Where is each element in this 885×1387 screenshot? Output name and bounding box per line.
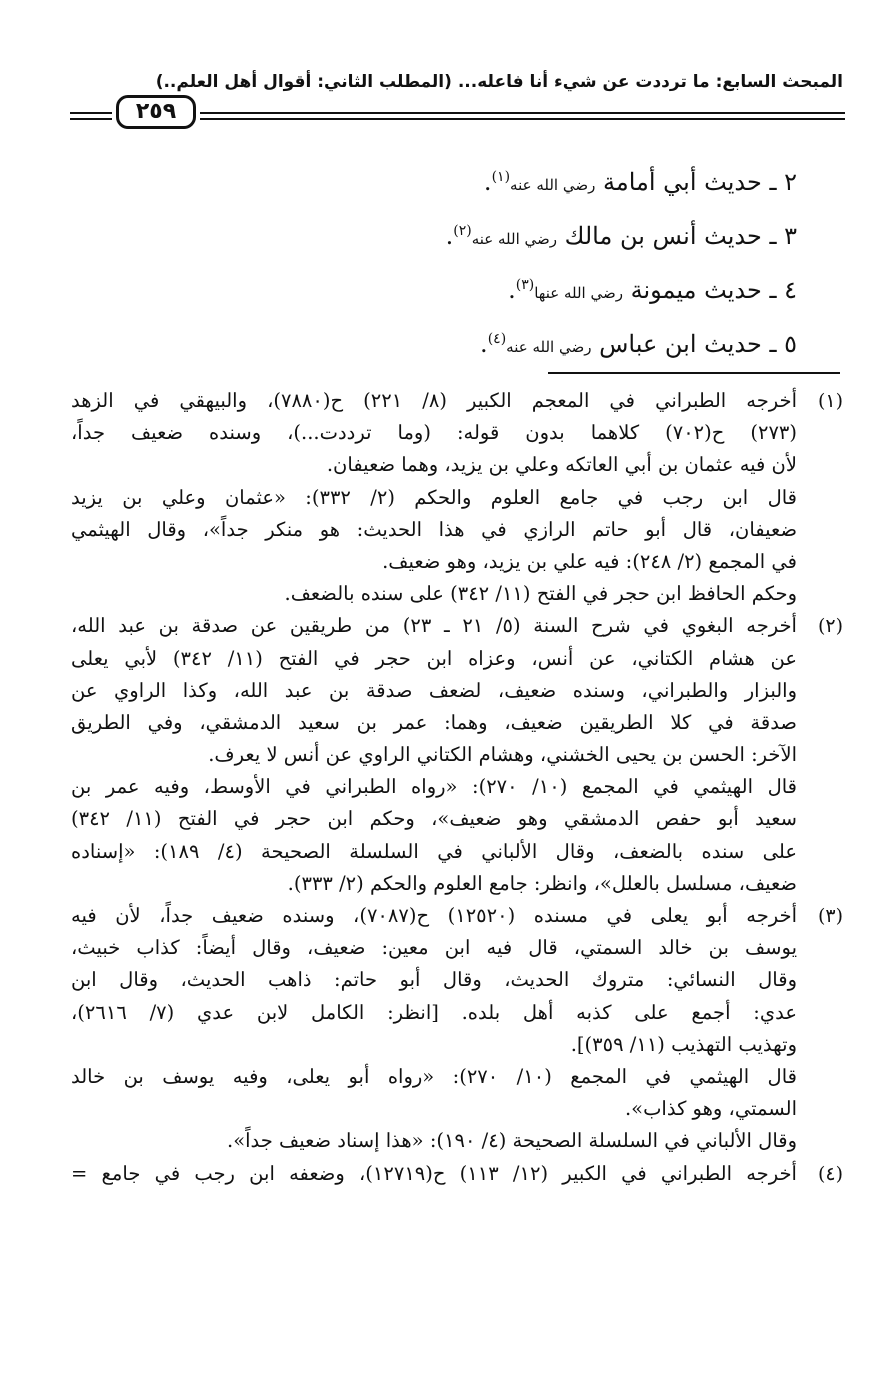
footnote-line: أخرجه البغوي في شرح السنة (٥/ ٢١ ـ ٢٣) من طريقين عن صدقة بن عبد الله،	[71, 614, 797, 638]
footnote-reference: (١)	[491, 169, 511, 185]
header-rule-left	[70, 112, 112, 120]
footnote-line: في المجمع (٢/ ٢٤٨): فيه علي بن يزيد، وهو ضعيف.	[382, 549, 797, 573]
footnote-line: قال ابن رجب في جامع العلوم والحكم (٢/ ٣٣٢): «عثمان وعلي بن يزيد	[71, 485, 797, 509]
hadith-title: ٤ ـ حديث ميمونة	[630, 276, 797, 304]
hadith-list-item: ٣ ـ حديث أنس بن مالك رضي الله عنه$^{(٢)}$.	[445, 222, 797, 250]
hadith-list-item: ٢ ـ حديث أبي أمامة رضي الله عنه$^{(١)}$.	[483, 168, 797, 196]
hadith-list-item: ٥ ـ حديث ابن عباس رضي الله عنه$^{(٤)}$.	[480, 330, 797, 358]
footnotes	[71, 385, 843, 1190]
footnote-line: قال الهيثمي في المجمع (١٠/ ٢٧٠): «رواه الطبراني في الأوسط، وفيه عمر بن	[71, 775, 797, 799]
footnote-mark: (٢)	[817, 615, 843, 638]
footnote-line: عن هشام الكتاني، عن أنس، وعزاه ابن حجر في الفتح (١١/ ٣٤٢) لأبي يعلى	[71, 646, 797, 670]
honorific: رضي الله عنه	[471, 230, 557, 248]
page-number: ٢٥٩	[116, 95, 196, 129]
footnote-line: أخرجه الطبراني في الكبير (١٢/ ١١٣) ح(١٢٧١٩)، وضعفه ابن رجب في جامع =	[71, 1161, 797, 1185]
footnote-line: الآخر: الحسن بن يحيى الخشني، وهشام الكتاني الراوي عن أنس لا يعرف.	[208, 743, 797, 767]
footnote-line: السمتي، وهو كذاب».	[624, 1097, 797, 1121]
hadith-list	[297, 150, 797, 366]
footnote-separator	[548, 372, 840, 374]
hadith-title: ٣ ـ حديث أنس بن مالك	[564, 222, 797, 250]
honorific: رضي الله عنه	[510, 176, 596, 194]
footnote-line: على سنده بالضعف، وقال الألباني في السلسلة الصحيحة (٤/ ١٨٩): «إسناده	[71, 839, 797, 863]
footnote-line: (٢٧٣) ح(٧٠٢) كلاهما بدون قوله: (وما ترددت...)، وسنده ضعيف جداً،	[71, 421, 797, 445]
footnote-3	[71, 900, 843, 1158]
footnote-line: ضعيفان، قال أبو حاتم الرازي في هذا الحديث: هو منكر جداً»، وقال الهيثمي	[71, 517, 797, 541]
footnote-body	[71, 385, 797, 610]
footnote-line: يوسف بن خالد السمتي، قال فيه ابن معين: ضعيف، وقال أيضاً: كذاب خبيث،	[71, 936, 797, 960]
footnote-line: سعيد أبو حفص الدمشقي وهو ضعيف»، وحكم ابن حجر في الفتح (١١/ ٣٤٢)	[71, 807, 797, 831]
footnote-1	[71, 385, 843, 610]
honorific: رضي الله عنها	[534, 284, 623, 302]
footnote-2	[71, 610, 843, 900]
footnote-reference: (٤)	[487, 331, 507, 347]
hadith-title: ٢ ـ حديث أبي أمامة	[602, 168, 797, 196]
footnote-4	[71, 1158, 843, 1190]
footnote-mark: (١)	[817, 390, 843, 412]
footnote-reference: (٢)	[453, 223, 472, 239]
footnote-mark: (٣)	[817, 905, 843, 927]
footnote-mark: (٤)	[817, 1162, 843, 1185]
footnote-line: وحكم الحافظ ابن حجر في الفتح (١١/ ٣٤٢) على سنده بالضعف.	[284, 582, 797, 606]
footnote-body	[71, 610, 797, 900]
footnote-reference: (٣)	[515, 277, 535, 293]
footnote-line: وقال الألباني في السلسلة الصحيحة (٤/ ١٩٠): «هذا إسناد ضعيف جداً».	[227, 1129, 797, 1153]
header-rule-right	[200, 112, 845, 120]
hadith-list-item: ٤ ـ حديث ميمونة رضي الله عنها$^{(٣)}$.	[508, 276, 797, 304]
footnote-line: ضعيف، مسلسل بالعلل»، وانظر: جامع العلوم والحكم (٢/ ٣٣٣).	[287, 871, 797, 895]
footnote-line: قال الهيثمي في المجمع (١٠/ ٢٧٠): «رواه أبو يعلى، وفيه يوسف بن خالد	[71, 1064, 797, 1088]
footnote-line: صدقة في كلا الطريقين ضعيف، وهما: عمر بن سعيد الدمشقي، وفي الطريق	[71, 710, 797, 734]
footnote-line: أخرجه أبو يعلى في مسنده (١٢٥٢٠) ح(٧٠٨٧)، وسنده ضعيف جداً، لأن فيه	[71, 904, 797, 927]
running-title: المبحث السابع: ما ترددت عن شيء أنا فاعله... (المطلب الثاني: أقوال أهل العلم..)	[155, 72, 843, 92]
footnote-line: وقال النسائي: متروك الحديث، وقال أبو حاتم: ذاهب الحديث، وقال ابن	[71, 968, 797, 992]
footnote-line: لأن فيه عثمان بن أبي العاتكه وعلي بن يزيد، وهما ضعيفان.	[326, 453, 797, 477]
footnote-line: أخرجه الطبراني في المعجم الكبير (٨/ ٢٢١) ح(٧٨٨٠)، والبيهقي في الزهد	[71, 389, 797, 412]
hadith-title: ٥ ـ حديث ابن عباس	[599, 330, 797, 358]
honorific: رضي الله عنه	[506, 338, 592, 356]
footnote-line: والبزار والطبراني، وسنده ضعيف، لضعف صدقة بن عبد الله، وكذا الراوي عن	[71, 678, 797, 702]
footnote-body	[71, 1158, 797, 1190]
footnote-body	[71, 900, 797, 1158]
footnote-line: عدي: أجمع على كذبه أهل بلده. [انظر: الكامل لابن عدي (٧/ ٢٦١٦)،	[71, 1000, 797, 1024]
footnote-line: وتهذيب التهذيب (١١/ ٣٥٩)].	[570, 1032, 797, 1056]
